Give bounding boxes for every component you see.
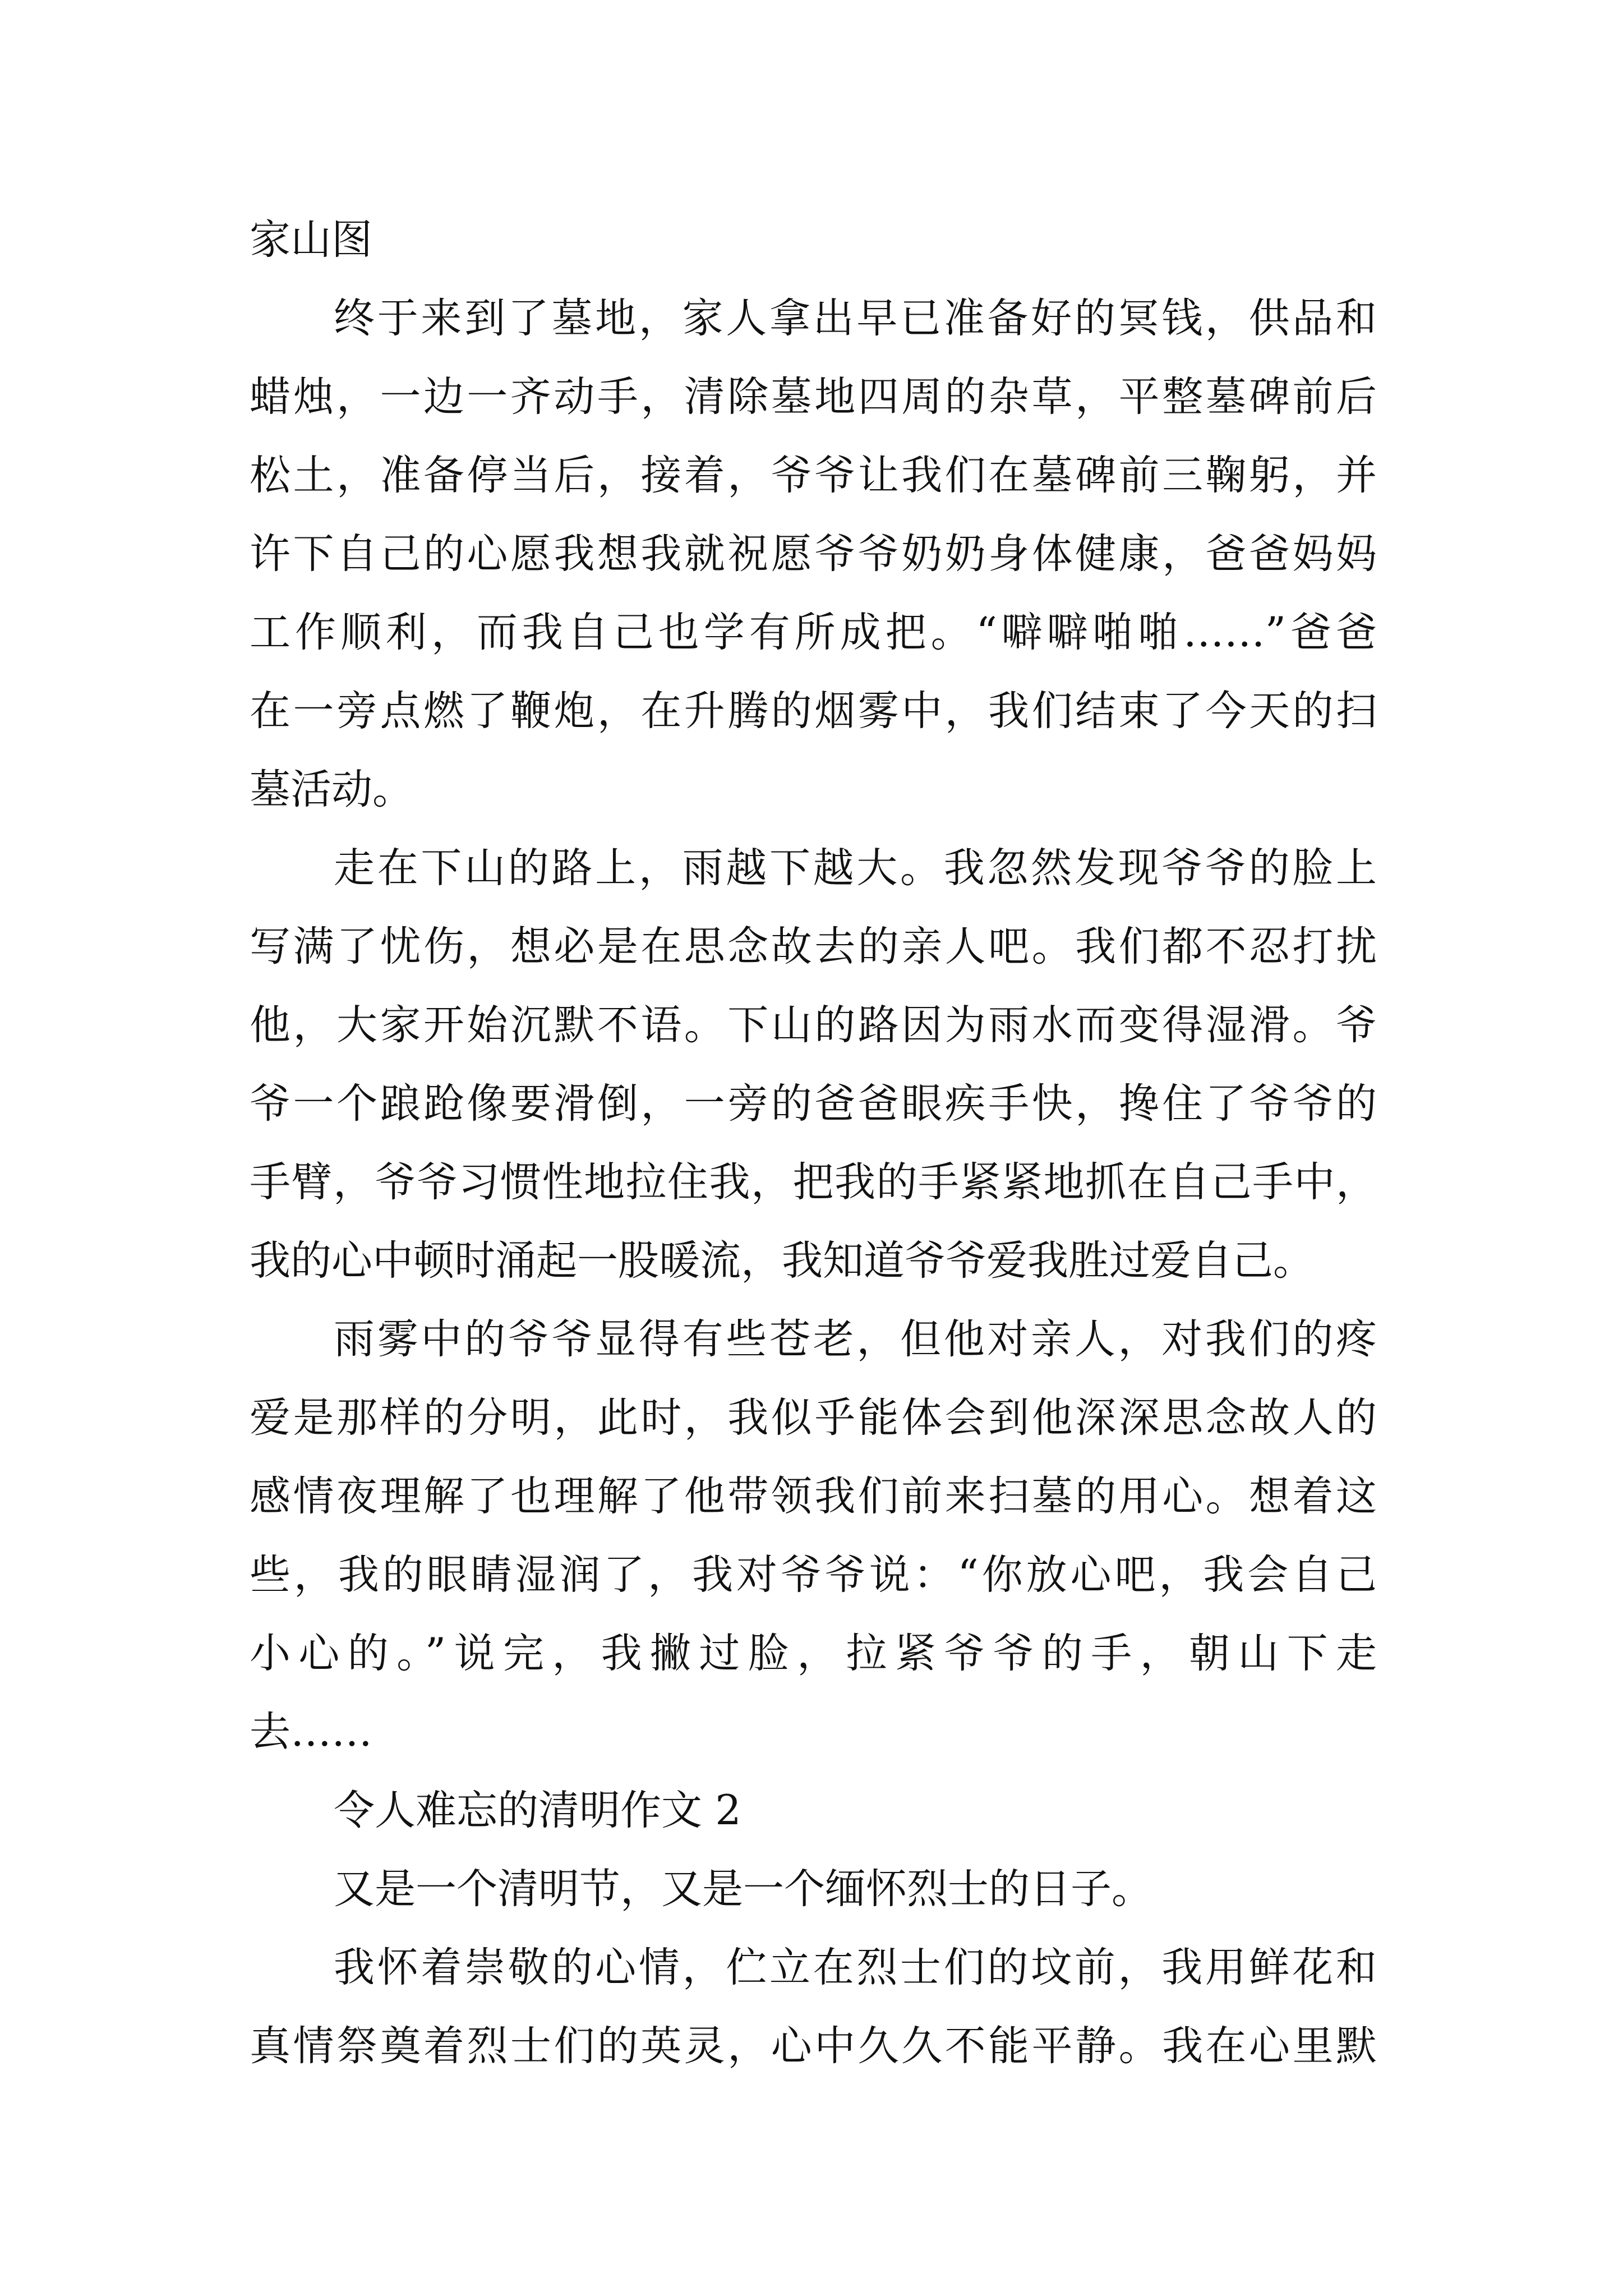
text-line: 松土，准备停当后，接着，爷爷让我们在墓碑前三鞠躬，并 [250, 452, 1377, 499]
text-line: 许下自己的心愿我想我就祝愿爷爷奶奶身体健康，爸爸妈妈 [250, 530, 1377, 578]
text-line: 雨雾中的爷爷显得有些苍老，但他对亲人，对我们的疼 [334, 1315, 1377, 1363]
text-line: 在一旁点燃了鞭炮，在升腾的烟雾中，我们结束了今天的扫 [250, 687, 1377, 735]
text-line: 家山图 [250, 216, 372, 264]
text-line: 走在下山的路上，雨越下越大。我忽然发现爷爷的脸上 [334, 844, 1377, 892]
section-heading: 令人难忘的清明作文 2 [334, 1787, 741, 1834]
text-line: 我怀着崇敬的心情，伫立在烈士们的坟前，我用鲜花和 [334, 1944, 1377, 1991]
text-line: 手臂，爷爷习惯性地拉住我，把我的手紧紧地抓在自己手中， [250, 1158, 1377, 1206]
text-line: 写满了忧伤，想必是在思念故去的亲人吧。我们都不忍打扰 [250, 923, 1377, 970]
text-line: 小心的。”说完，我撇过脸，拉紧爷爷的手，朝山下走 [250, 1630, 1377, 1677]
text-line: 墓活动。 [250, 766, 413, 813]
text-line: 爷一个踉跄像要滑倒，一旁的爸爸眼疾手快，搀住了爷爷的 [250, 1080, 1377, 1128]
text-line: 他，大家开始沉默不语。下山的路因为雨水而变得湿滑。爷 [250, 1001, 1377, 1049]
text-line: 去…… [250, 1708, 372, 1756]
text-line: 终于来到了墓地，家人拿出早已准备好的冥钱，供品和 [334, 295, 1377, 342]
text-line: 蜡烛，一边一齐动手，清除墓地四周的杂草，平整墓碑前后 [250, 373, 1377, 421]
text-line: 些，我的眼睛湿润了，我对爷爷说：“你放心吧，我会自己 [250, 1551, 1377, 1599]
text-line: 爱是那样的分明，此时，我似乎能体会到他深深思念故人的 [250, 1394, 1377, 1442]
text-line: 感情夜理解了也理解了他带领我们前来扫墓的用心。想着这 [250, 1473, 1377, 1520]
text-line: 真情祭奠着烈士们的英灵，心中久久不能平静。我在心里默 [250, 2022, 1377, 2070]
text-line: 我的心中顿时涌起一股暖流，我知道爷爷爱我胜过爱自己。 [250, 1237, 1314, 1285]
text-line: 工作顺利，而我自己也学有所成把。“噼噼啪啪……”爸爸 [250, 609, 1377, 656]
text-line: 又是一个清明节，又是一个缅怀烈士的日子。 [334, 1865, 1152, 1913]
